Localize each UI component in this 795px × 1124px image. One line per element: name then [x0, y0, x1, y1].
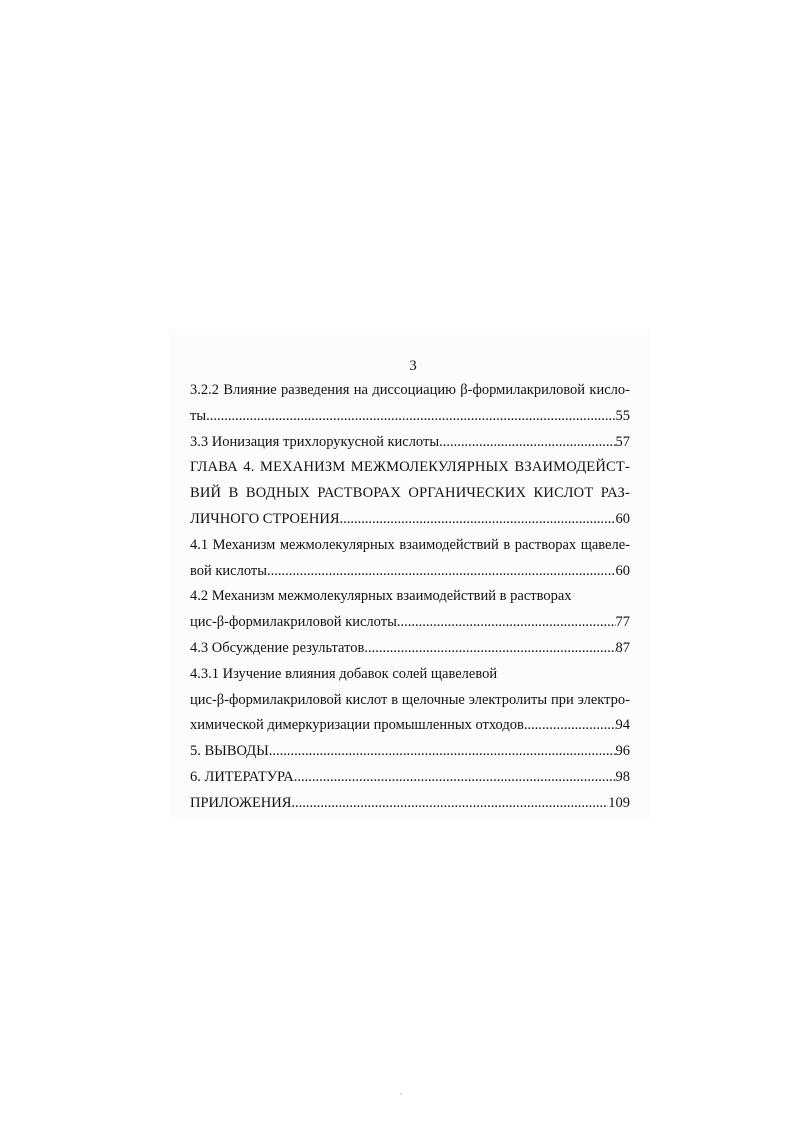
toc-entry-page: 57 [615, 433, 630, 450]
scan-speck [400, 1093, 402, 1095]
toc-entry-page: 77 [615, 614, 630, 631]
toc-entry [190, 610, 630, 636]
toc-entry [190, 559, 630, 585]
toc-entry-title: ЛИЧНОГО СТРОЕНИЯ [190, 510, 340, 527]
toc-entry-title: 5. ВЫВОДЫ [190, 743, 269, 760]
toc-entry-title: вой кислоты [190, 562, 267, 579]
toc-line: 4.1 Механизм межмолекулярных взаимодействий в растворах щавеле- [190, 536, 630, 553]
toc-line: 4.3.1 Изучение влияния добавок солей щавелевой [190, 665, 498, 682]
toc-entry [190, 404, 630, 430]
toc-entry-page: 96 [615, 743, 630, 760]
toc-entry [190, 739, 630, 765]
toc-entry [190, 713, 630, 739]
dot-leader [206, 404, 615, 430]
dot-leader [340, 507, 616, 533]
toc-entry [190, 430, 630, 456]
toc-line: 3.2.2 Влияние разведения на диссоциацию β-формилакриловой кисло- [190, 382, 630, 398]
toc-line: ВИЙ В ВОДНЫХ РАСТВОРАХ ОРГАНИЧЕСКИХ КИСЛОТ РАЗ- [190, 485, 630, 502]
toc-entry-title: ты [190, 407, 207, 424]
toc-line: ГЛАВА 4. МЕХАНИЗМ МЕЖМОЛЕКУЛЯРНЫХ ВЗАИМОДЕЙСТ- [190, 459, 630, 476]
page-number: 3 [409, 358, 417, 374]
toc-entry [190, 507, 630, 533]
dot-leader [267, 559, 616, 585]
toc-entry-title: ПРИЛОЖЕНИЯ [190, 794, 292, 811]
toc-entry-title: цис-β-формилакриловой кислоты [190, 614, 397, 631]
dot-leader [524, 713, 616, 739]
dot-leader [269, 739, 616, 765]
toc-entry-title: 4.3 Обсуждение результатов [190, 639, 365, 656]
toc-entry-page: 98 [615, 768, 630, 785]
toc-entry [190, 636, 630, 662]
toc-entry [190, 765, 630, 791]
dot-leader [364, 636, 615, 662]
toc-entry-title: 6. ЛИТЕРАТУРА [190, 768, 294, 785]
dot-leader [397, 610, 616, 636]
toc-entry-page: 55 [615, 407, 630, 424]
toc-line: цис-β-формилакриловой кислот в щелочные электролиты при электро- [190, 691, 630, 708]
toc-line: 4.2 Механизм межмолекулярных взаимодействий в растворах [190, 588, 572, 605]
toc-entry-page: 109 [608, 794, 630, 811]
toc-entry-page: 87 [615, 639, 630, 656]
toc-entry-title: 3.3 Ионизация трихлорукусной кислоты [190, 433, 440, 450]
dot-leader [439, 430, 615, 456]
dot-leader [291, 791, 608, 817]
toc-entry [190, 791, 630, 817]
toc-entry-page: 60 [615, 510, 630, 527]
toc-entry-title: химической димеркуризации промышленных отходов [190, 717, 524, 734]
table-of-contents [190, 378, 630, 817]
toc-entry-page: 94 [615, 717, 630, 734]
dot-leader [294, 765, 616, 791]
toc-entry-page: 60 [615, 562, 630, 579]
